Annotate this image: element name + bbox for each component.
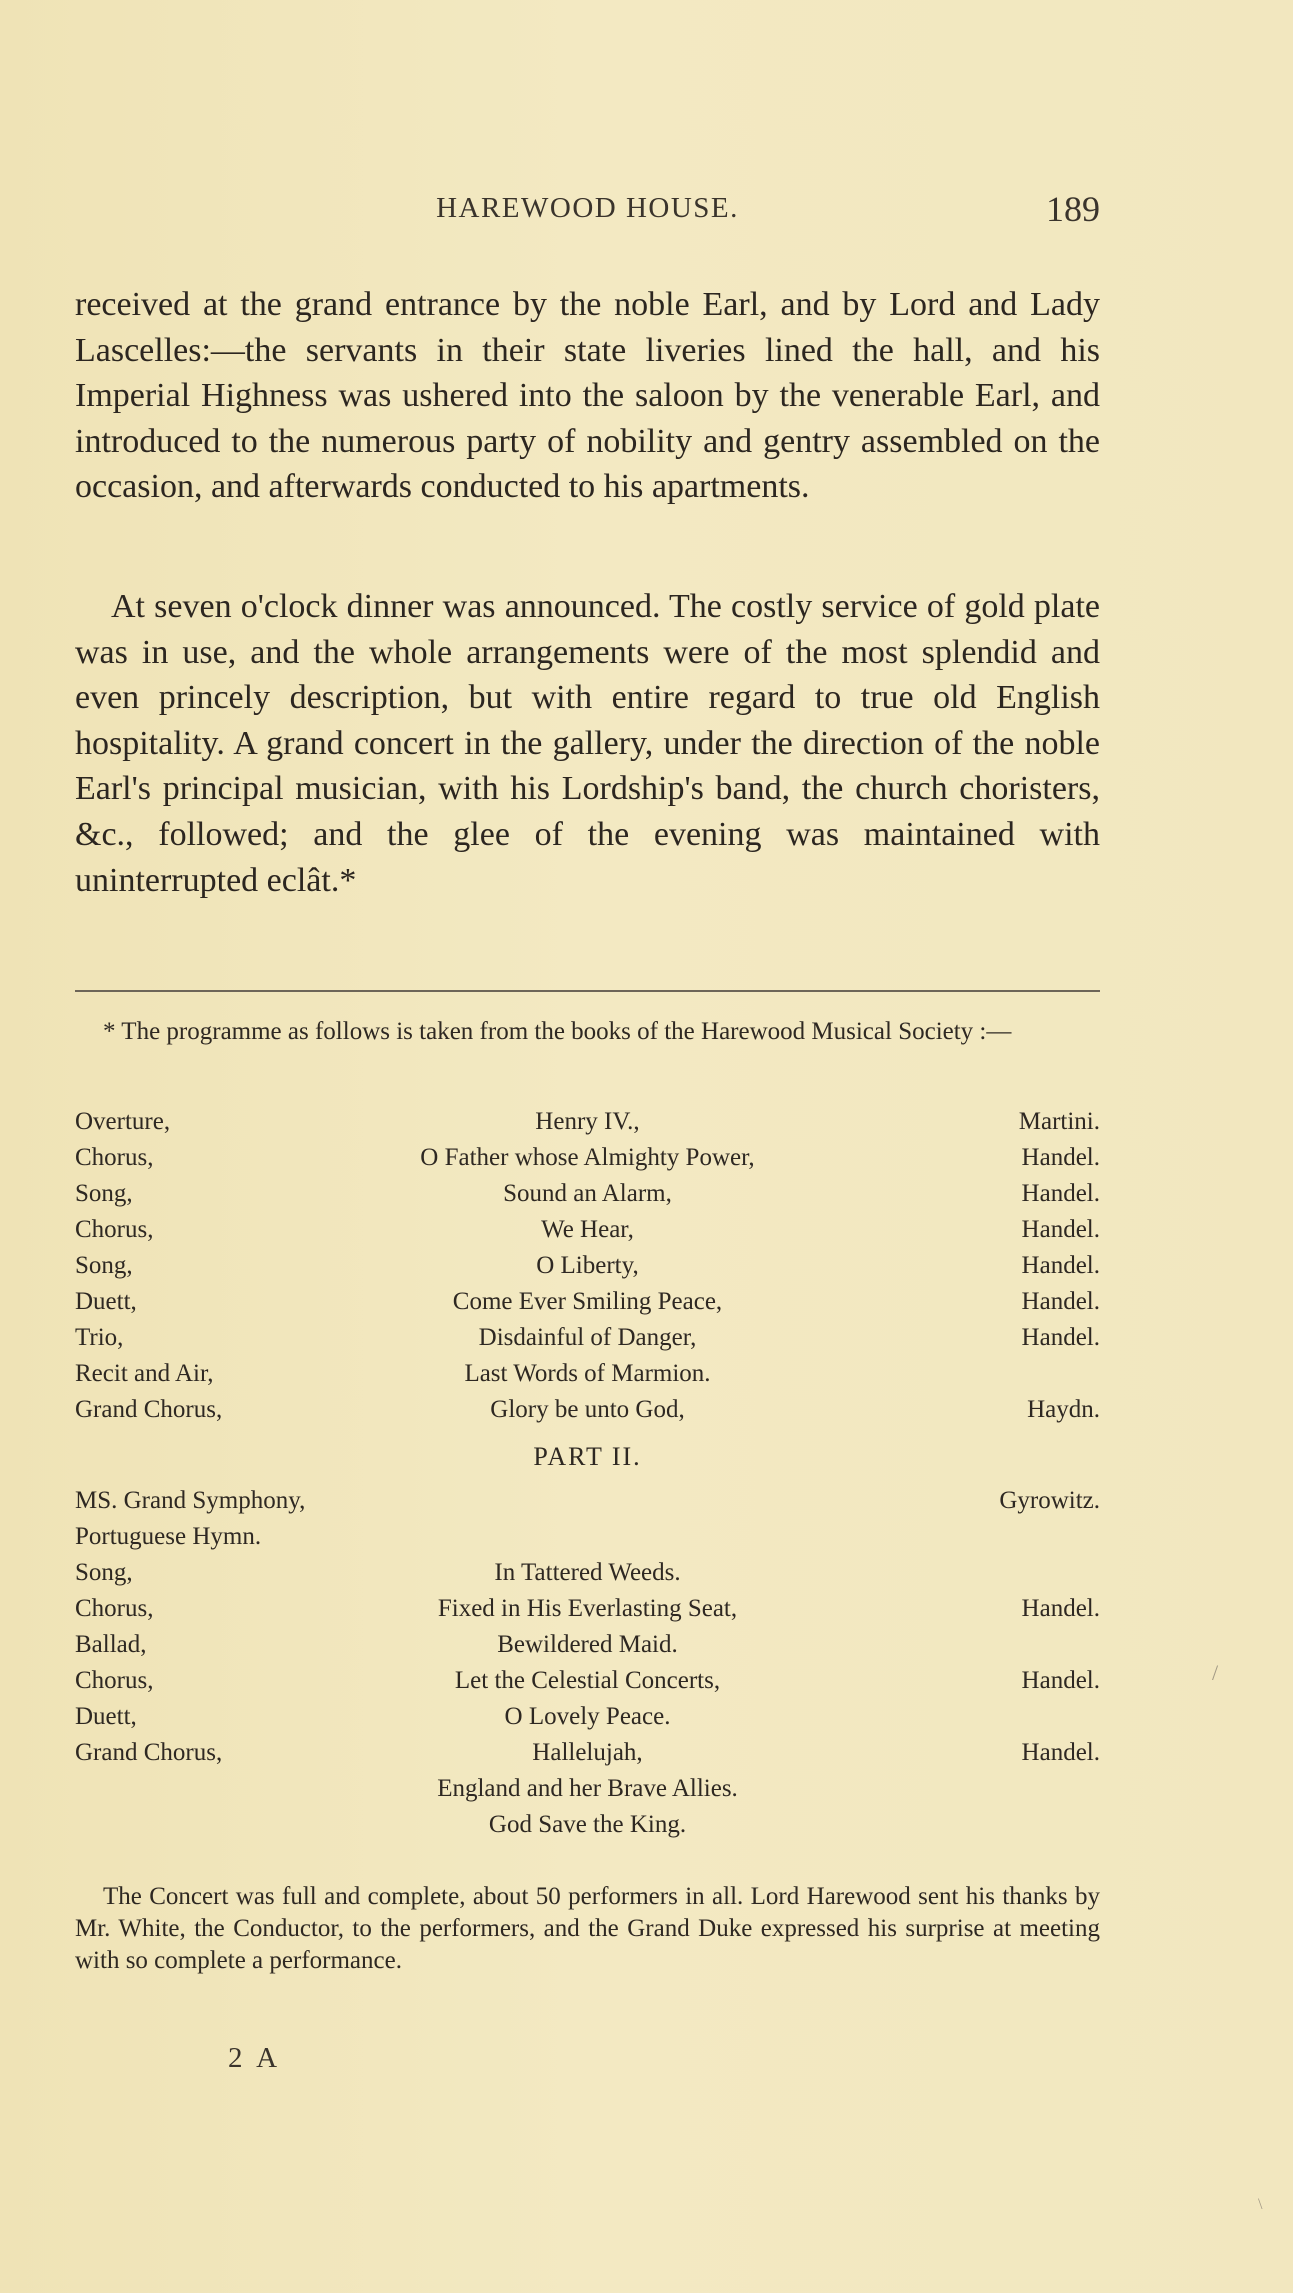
programme-title: England and her Brave Allies. bbox=[437, 1775, 738, 1802]
programme-form: Chorus, bbox=[75, 1216, 154, 1243]
programme-title: Disdainful of Danger, bbox=[478, 1324, 697, 1351]
programme-title: Hallelujah, bbox=[532, 1739, 643, 1766]
programme-title: We Hear, bbox=[541, 1216, 634, 1243]
programme-composer: Handel. bbox=[1021, 1144, 1100, 1171]
part-two-heading: PART II. bbox=[533, 1442, 642, 1471]
programme-title: Fixed in His Everlasting Seat, bbox=[437, 1595, 738, 1622]
programme-row bbox=[75, 1487, 1100, 1519]
programme-row bbox=[75, 1523, 1100, 1555]
programme-row bbox=[75, 1811, 1100, 1843]
programme-row bbox=[75, 1288, 1100, 1320]
programme-row bbox=[75, 1739, 1100, 1771]
programme-composer: Handel. bbox=[1021, 1667, 1100, 1694]
footnote-closing: The Concert was full and complete, about 50 performers in all. Lord Harewood sent his thanks by Mr. White, the Conductor, to the performers, and the Grand Duke expressed his surprise at meeting with so complete a performance. bbox=[75, 1883, 1100, 1974]
programme-form: Duett, bbox=[75, 1288, 137, 1315]
programme-title: Sound an Alarm, bbox=[503, 1180, 672, 1207]
programme-form: Grand Chorus, bbox=[75, 1739, 223, 1766]
programme-composer: Handel. bbox=[1021, 1739, 1100, 1766]
programme-form: MS. Grand Symphony, bbox=[75, 1487, 306, 1514]
programme-form: Trio, bbox=[75, 1324, 124, 1351]
programme-title: O Liberty, bbox=[536, 1252, 639, 1279]
programme-form: Chorus, bbox=[75, 1595, 154, 1622]
paper-speck: / bbox=[1212, 1660, 1219, 1685]
programme-composer: Handel. bbox=[1021, 1324, 1100, 1351]
programme-composer: Handel. bbox=[1021, 1288, 1100, 1315]
programme-title: O Father whose Almighty Power, bbox=[420, 1144, 755, 1171]
programme-row bbox=[75, 1775, 1100, 1807]
programme-form: Song, bbox=[75, 1252, 133, 1279]
programme-row bbox=[75, 1108, 1100, 1140]
programme-composer: Handel. bbox=[1021, 1252, 1100, 1279]
programme-title: Henry IV., bbox=[535, 1108, 640, 1135]
programme-title: Bewildered Maid. bbox=[497, 1631, 678, 1658]
programme-row bbox=[75, 1703, 1100, 1735]
programme-form: Recit and Air, bbox=[75, 1360, 214, 1387]
programme-row bbox=[75, 1595, 1100, 1627]
paragraph-arrival: received at the grand entrance by the noble Earl, and by Lord and Lady Lascelles:—the servants in their state liveries lined the hall, and his Imperial Highness was ushered into the saloon by the venerable Earl, and introduced to the numerous party of nobility and gentry assembled on the occasion, and afterwards conducted to his apartments. bbox=[75, 286, 1100, 506]
programme-row bbox=[75, 1180, 1100, 1212]
programme-row bbox=[75, 1631, 1100, 1663]
programme-form: Chorus, bbox=[75, 1667, 154, 1694]
footnote-intro: * The programme as follows is taken from the books of the Harewood Musical Society :— bbox=[103, 1018, 1012, 1045]
programme-row bbox=[75, 1396, 1100, 1428]
programme-title: God Save the King. bbox=[488, 1811, 687, 1838]
programme-form: Song, bbox=[75, 1180, 133, 1207]
programme-form: Portuguese Hymn. bbox=[75, 1523, 262, 1550]
running-head: HAREWOOD HOUSE. bbox=[436, 192, 739, 224]
programme-composer: Martini. bbox=[1018, 1108, 1100, 1135]
page-number: 189 bbox=[1046, 189, 1100, 229]
programme-row bbox=[75, 1144, 1100, 1176]
programme-title: Come Ever Smiling Peace, bbox=[452, 1288, 723, 1315]
programme-form: Chorus, bbox=[75, 1144, 154, 1171]
programme-row bbox=[75, 1324, 1100, 1356]
programme-title: O Lovely Peace. bbox=[504, 1703, 671, 1730]
paper-speck: \ bbox=[1258, 2196, 1263, 2213]
page-header bbox=[75, 189, 1100, 236]
programme-title: Glory be unto God, bbox=[490, 1396, 685, 1423]
programme-row bbox=[75, 1360, 1100, 1392]
programme-composer: Handel. bbox=[1021, 1595, 1100, 1622]
signature-mark: 2 A bbox=[228, 2042, 282, 2074]
programme-row bbox=[75, 1216, 1100, 1248]
programme-form: Duett, bbox=[75, 1703, 137, 1730]
programme-title: Let the Celestial Concerts, bbox=[454, 1667, 721, 1694]
footnote-rule bbox=[75, 990, 1100, 992]
programme-row bbox=[75, 1667, 1100, 1699]
programme-composer: Haydn. bbox=[1027, 1396, 1100, 1423]
programme-composer: Handel. bbox=[1021, 1216, 1100, 1243]
programme-form: Ballad, bbox=[75, 1631, 147, 1658]
programme-form: Grand Chorus, bbox=[75, 1396, 223, 1423]
programme-composer: Gyrowitz. bbox=[999, 1487, 1100, 1514]
programme-composer: Handel. bbox=[1021, 1180, 1100, 1207]
programme-row bbox=[75, 1252, 1100, 1284]
programme-form: Song, bbox=[75, 1559, 133, 1586]
paragraph-dinner-concert: At seven o'clock dinner was announced. The costly service of gold plate was in use, and the whole arrangements were of the most splendid and even princely description, but with entire regard to true old English hospitality. A grand concert in the gallery, under the direction of the noble Earl's principal musician, with his Lordship's band, the church choristers, &c., followed; and the glee of the evening was maintained with uninterrupted eclât.* bbox=[75, 588, 1100, 899]
programme-title: In Tattered Weeds. bbox=[494, 1559, 681, 1586]
programme-title: Last Words of Marmion. bbox=[464, 1360, 711, 1387]
programme-row bbox=[75, 1559, 1100, 1591]
programme-form: Overture, bbox=[75, 1108, 171, 1135]
